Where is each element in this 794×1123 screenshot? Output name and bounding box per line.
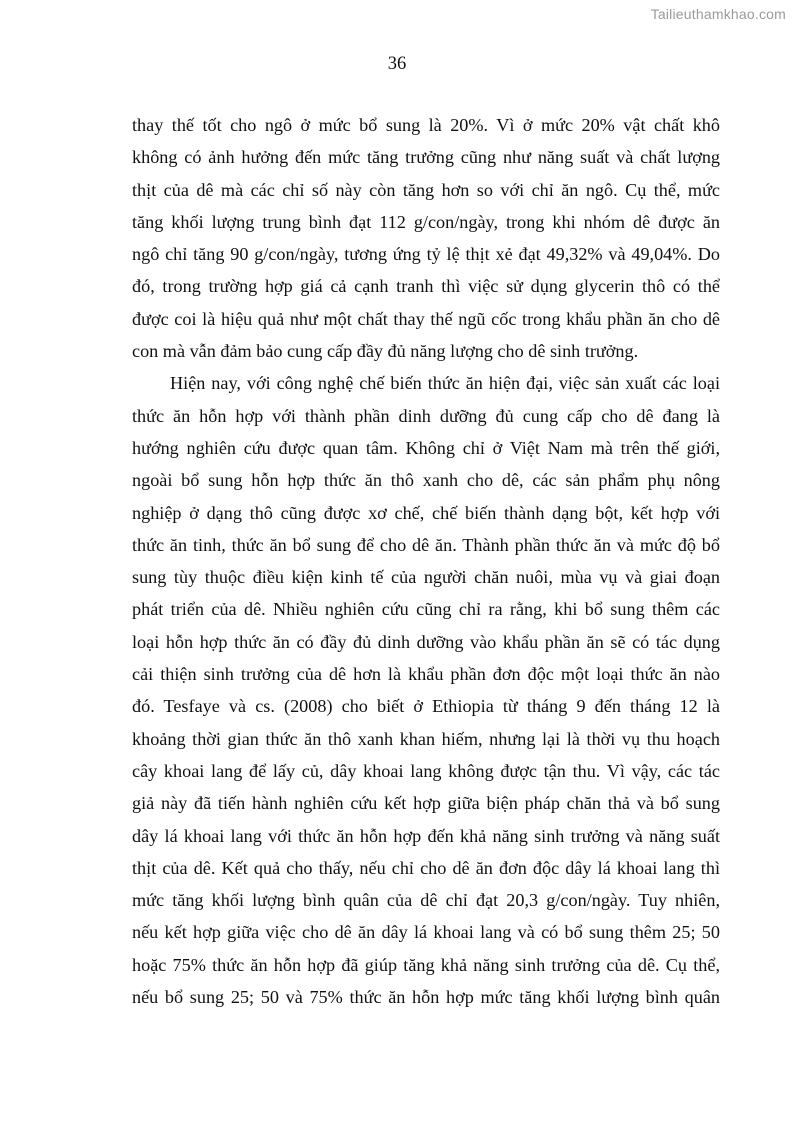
text-line: nếu kết hợp giữa việc cho dê ăn dây lá khoai lang và có bổ sung thêm 25; 50 <box>132 922 720 943</box>
text-line: đó, trong trường hợp giá cả cạnh tranh thì việc sử dụng glycerin thô có thể <box>132 276 720 297</box>
document-body <box>132 109 720 1013</box>
text-line: thức ăn tinh, thức ăn bổ sung để cho dê ăn. Thành phần thức ăn và mức độ bổ <box>132 534 720 555</box>
text-line: không có ảnh hưởng đến mức tăng trưởng cũng như năng suất và chất lượng <box>132 147 720 168</box>
text-line: cây khoai lang để lấy củ, dây khoai lang không được tận thu. Vì vậy, các tác <box>132 760 720 781</box>
text-line: tăng khối lượng trung bình đạt 112 g/con/ngày, trong khi nhóm dê được ăn <box>132 211 720 232</box>
text-line: sung tùy thuộc điều kiện kinh tế của người chăn nuôi, mùa vụ và giai đoạn <box>132 567 720 588</box>
text-line: đó. Tesfaye và cs. (2008) cho biết ở Ethiopia từ tháng 9 đến tháng 12 là <box>132 696 720 717</box>
text-line: con mà vẫn đảm bảo cung cấp đầy đủ năng lượng cho dê sinh trưởng. <box>132 341 639 362</box>
text-line: giả này đã tiến hành nghiên cứu kết hợp giữa biện pháp chăn thả và bổ sung <box>132 793 720 814</box>
text-line: ngô chỉ tăng 90 g/con/ngày, tương ứng tỷ lệ thịt xẻ đạt 49,32% và 49,04%. Do <box>132 244 720 265</box>
text-line: thay thế tốt cho ngô ở mức bổ sung là 20%. Vì ở mức 20% vật chất khô <box>132 115 720 135</box>
text-line: thịt của dê mà các chỉ số này còn tăng hơn so với chỉ ăn ngô. Cụ thể, mức <box>132 179 720 200</box>
text-line: mức tăng khối lượng bình quân của dê chỉ đạt 20,3 g/con/ngày. Tuy nhiên, <box>132 890 720 911</box>
text-line: khoảng thời gian thức ăn thô xanh khan hiếm, nhưng lại là thời vụ thu hoạch <box>132 728 720 749</box>
text-line: dây lá khoai lang với thức ăn hỗn hợp đến khả năng sinh trưởng và năng suất <box>132 825 720 846</box>
watermark: Tailieuthamkhao.com <box>650 6 786 22</box>
text-line: phát triển của dê. Nhiều nghiên cứu cũng chỉ ra rằng, khi bổ sung thêm các <box>132 599 720 620</box>
text-line: hoặc 75% thức ăn hỗn hợp đã giúp tăng khả năng sinh trưởng của dê. Cụ thể, <box>132 954 720 975</box>
text-line: thức ăn hỗn hợp với thành phần dinh dưỡng đủ cung cấp cho dê đang là <box>132 405 720 426</box>
text-line: được coi là hiệu quả như một chất thay thế ngũ cốc trong khẩu phần ăn cho dê <box>132 308 720 329</box>
page-number: 36 <box>387 54 407 74</box>
text-line: nếu bổ sung 25; 50 và 75% thức ăn hỗn hợp mức tăng khối lượng bình quân <box>132 987 720 1008</box>
text-line: thịt của dê. Kết quả cho thấy, nếu chỉ cho dê ăn đơn độc dây lá khoai lang thì <box>132 857 720 878</box>
text-line: cải thiện sinh trưởng của dê hơn là khẩu phần đơn độc một loại thức ăn nào <box>132 664 720 685</box>
text-line: ngoài bổ sung hỗn hợp thức ăn thô xanh cho dê, các sản phẩm phụ nông <box>132 470 720 491</box>
paragraph-1 <box>132 109 720 367</box>
text-line: Hiện nay, với công nghệ chế biến thức ăn hiện đại, việc sản xuất các loại <box>170 373 720 394</box>
text-line: loại hỗn hợp thức ăn có đầy đủ dinh dưỡng vào khẩu phần ăn sẽ có tác dụng <box>132 631 720 652</box>
text-line: nghiệp ở dạng thô cũng được xơ chế, chế biến thành dạng bột, kết hợp với <box>132 502 720 523</box>
text-line: hướng nghiên cứu được quan tâm. Không chỉ ở Việt Nam mà trên thế giới, <box>132 437 720 458</box>
paragraph-2 <box>132 367 720 1013</box>
